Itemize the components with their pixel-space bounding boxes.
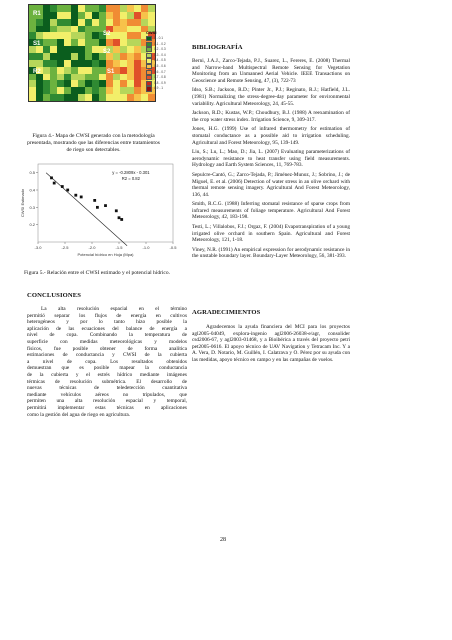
legend-swatch <box>146 86 152 91</box>
legend-label: 0.9 - 1 <box>154 86 164 91</box>
legend-label: 0.5 - 0.6 <box>154 63 166 68</box>
map-zone-label: R1 <box>33 11 41 17</box>
agradecimientos-heading: AGRADECIMIENTOS <box>192 309 261 316</box>
figure5-caption: Figura 5.- Relación entre el CWSI estimado y el potencial hídrico. <box>23 270 170 276</box>
legend-swatch <box>146 81 152 86</box>
bibliografia-heading: BIBLIOGRAFÍA <box>192 44 243 51</box>
x-tick-label: -2.0 <box>88 245 96 250</box>
legend-label: 0.1 - 0.2 <box>154 41 166 46</box>
conclusiones-heading: CONCLUSIONES <box>27 292 81 299</box>
map-zone-label: R2 <box>33 69 41 75</box>
legend-label: 0.6 - 0.7 <box>154 69 166 74</box>
x-axis-label: Potencial hídrico en Hoja (Mpa) <box>77 252 134 257</box>
paragraph-line: físicos, fue posible obtener de forma analítica <box>27 345 187 352</box>
figure4-caption: Figura 4.- Mapa de CWSI generado con la metodología presentada, mostrando que las diferencias entre tratamientos de riego son detectables. <box>27 133 160 153</box>
data-point <box>50 176 53 179</box>
x-tick-label: -3.0 <box>34 245 42 250</box>
map-pixel <box>148 94 155 101</box>
paragraph-line: térmicas de resolución submétrica. El desarrollo de <box>27 378 187 385</box>
map-zone-label: S2 <box>103 49 111 55</box>
paragraph-line: nivel de copa. Combinando la temperatura de <box>27 332 187 339</box>
data-point <box>74 194 77 197</box>
y-axis-label: CWSI Estimado <box>20 188 25 218</box>
legend-swatch <box>146 42 152 47</box>
paragraph-line: aplicación de las ecuaciones del balance de energía a <box>27 325 187 332</box>
legend-swatch <box>146 58 152 63</box>
paragraph-line: permitió separar los flujos de energía en cultivos <box>27 312 187 319</box>
cwsi-legend-title: CWSI <box>146 30 157 35</box>
r-squared: R2 = 0.82 <box>121 176 140 181</box>
cwsi-map <box>28 4 156 102</box>
paragraph-line: de la cubierta y el estrés hídrico mediante imágenes <box>27 371 187 378</box>
reference-entry: Viney, N.R. (1991) An empirical expression for aerodynamic resistance in the unstable boundary layer. Boundary-Layer Meteorology, 56, 381-393. <box>192 246 350 260</box>
reference-entry: Smith, R.C.G. (1988) Inferring stomatal resistance of sparse crops from infrared measurements of foliage temperature. Agricultural And Forest Meteorology, 42, 183-198. <box>192 201 350 221</box>
page-number: 28 <box>220 537 226 543</box>
data-point <box>80 196 83 199</box>
plot-area <box>38 164 173 242</box>
data-point <box>104 204 107 207</box>
legend-swatch <box>146 36 152 41</box>
x-tick-label: -1.5 <box>115 245 123 250</box>
paragraph-line: permiten una alta resolución espacial y temporal, <box>27 398 187 405</box>
conclusiones-body <box>27 306 187 418</box>
legend-label: 0 - 0.1 <box>154 36 164 40</box>
legend-entry <box>146 86 164 92</box>
x-tick-label: -1.0 <box>142 245 150 250</box>
reference-list <box>192 58 350 263</box>
data-point <box>66 189 69 192</box>
trendline-equation: y = -0.2809x - 0.301 <box>112 170 150 175</box>
paragraph-line: permitirá implementar estas técnicas en aplicaciones <box>27 404 187 411</box>
paragraph-line: nuevas técnicas de teledetección cuantitativa <box>27 385 187 392</box>
paragraph-line: demuestran que es posible mapear la conductancia <box>27 365 187 372</box>
reference-entry: Jones, H.G. (1999) Use of infrared thermometry for estimation of stomatal conductance as a possible aid to irrigation scheduling. Agricultural and Forest Meteorology, 95, 139-149. <box>192 126 350 146</box>
x-tick-label: -0.5 <box>169 245 177 250</box>
paragraph-line: superficie con medidas meteorológicas y modelos <box>27 338 187 345</box>
paragraph-line: heterogéneos y por lo tanto hizo posible la <box>27 319 187 326</box>
reference-entry: Testi, L.; Villalobos, F.J.; Orgaz, F. (2004) Evapotranspiration of a young irrigated olive orchard in southern Spain. Agricultural and Forest Meteorology, 121, 1-18. <box>192 224 350 244</box>
paragraph-line: estimaciones de conductancia y CWSI de la cubierta <box>27 352 187 359</box>
legend-label: 0.2 - 0.3 <box>154 47 166 52</box>
data-point <box>120 218 123 221</box>
paragraph-line: mediante vehículos aéreos no tripulados, que <box>27 391 187 398</box>
y-tick-label: 0.3 <box>29 204 35 210</box>
legend-swatch <box>146 70 152 75</box>
reference-entry: Idso, S.B.; Jackson, R.D.; Pinter Jr., P.J.; Reginato, R.J.; Hatfield, J.L. (1981) Normalizing the stress-degree-day parameter for environmental variability. Agricultural Meteorology, 24, 45-55. <box>192 87 350 107</box>
legend-swatch <box>146 53 152 58</box>
legend-label: 0.3 - 0.4 <box>154 52 166 57</box>
map-zone-label: S1 <box>107 69 115 75</box>
paragraph-line: como la gestión del agua de riego en agricultura. <box>27 411 131 418</box>
reference-entry: Berni, J.A.J., Zarco-Tejada, P.J., Suarez, L., Fereres, E. (2008) Thermal and Narrow-band Multispectral Remote Sensing for Vegetation Monitoring from an Unmanned Aerial Vehicle. IEEE Transactions on Geoscience and Remote Sensing, 47, (3), 722-73 <box>192 58 350 84</box>
data-point <box>93 199 96 202</box>
legend-swatch <box>146 75 152 80</box>
paragraph-line: a nivel de copa. Los resultados obtenidos <box>27 358 187 365</box>
data-point <box>61 185 64 188</box>
y-tick-label: 0.4 <box>29 187 35 193</box>
map-zone-label: S2 <box>103 31 111 37</box>
legend-label: 0.7 - 0.8 <box>154 75 166 80</box>
legend-swatch <box>146 47 152 52</box>
y-tick-label: 0.5 <box>29 170 35 176</box>
reference-entry: Liu, S.; Lu, L.; Mao, D.; Jia, L. (2007) Evaluating parameterizations of aerodynamic resistance to heat transfer using field measurements. Hydrology and Earth System Sciences, 11, 769-783. <box>192 149 350 169</box>
paragraph-line: La alta resolución espacial en el término <box>41 306 187 312</box>
cwsi-legend <box>146 36 166 92</box>
reference-entry: Jackson, R.D.; Kustas, W.P.; Choudhury, B.J. (1988) A reexamination of the crop water stress index. Irrigation Science, 9, 309-317. <box>192 110 350 123</box>
y-tick-label: 0.2 <box>29 222 35 228</box>
legend-swatch <box>146 64 152 69</box>
legend-label: 0.8 - 0.9 <box>154 80 166 85</box>
data-point <box>115 209 118 212</box>
data-point <box>118 216 121 219</box>
reference-entry: Sepulcre-Cantó, G.; Zarco-Tejada, P.; Jiménez-Munoz, J.; Sobrino, J.; de Miguel, E. et al. (2006) Detection of water stress in an olive orchard with thermal remote sensing imagery. Agricultural And Forest Meteorology, 136, 44. <box>192 171 350 198</box>
data-point <box>96 206 99 209</box>
map-zone-label: S1 <box>33 41 41 47</box>
legend-label: 0.4 - 0.5 <box>154 58 166 63</box>
data-point <box>53 182 56 185</box>
agradecimientos-body: Agradecemos la ayuda financiera del MCI para los proyectos agl2005-04049, explora-ingenio agl2006-26038-e/agr, consolider csd2006-67, y agl2003-01468, y a Bioibérica a través del proyecto petri pet2005-0616. El apoyo técnico de UAV Navigation y Tetracam Inc. Y a A. Vera, D. Notario, M. Guillén, I. Calatrava y O. Pérez por su ayuda con las medidas, apoyo técnico en campo y en las campañas de vuelos. <box>192 324 350 363</box>
figure5-chart <box>18 158 183 266</box>
x-tick-label: -2.5 <box>61 245 69 250</box>
